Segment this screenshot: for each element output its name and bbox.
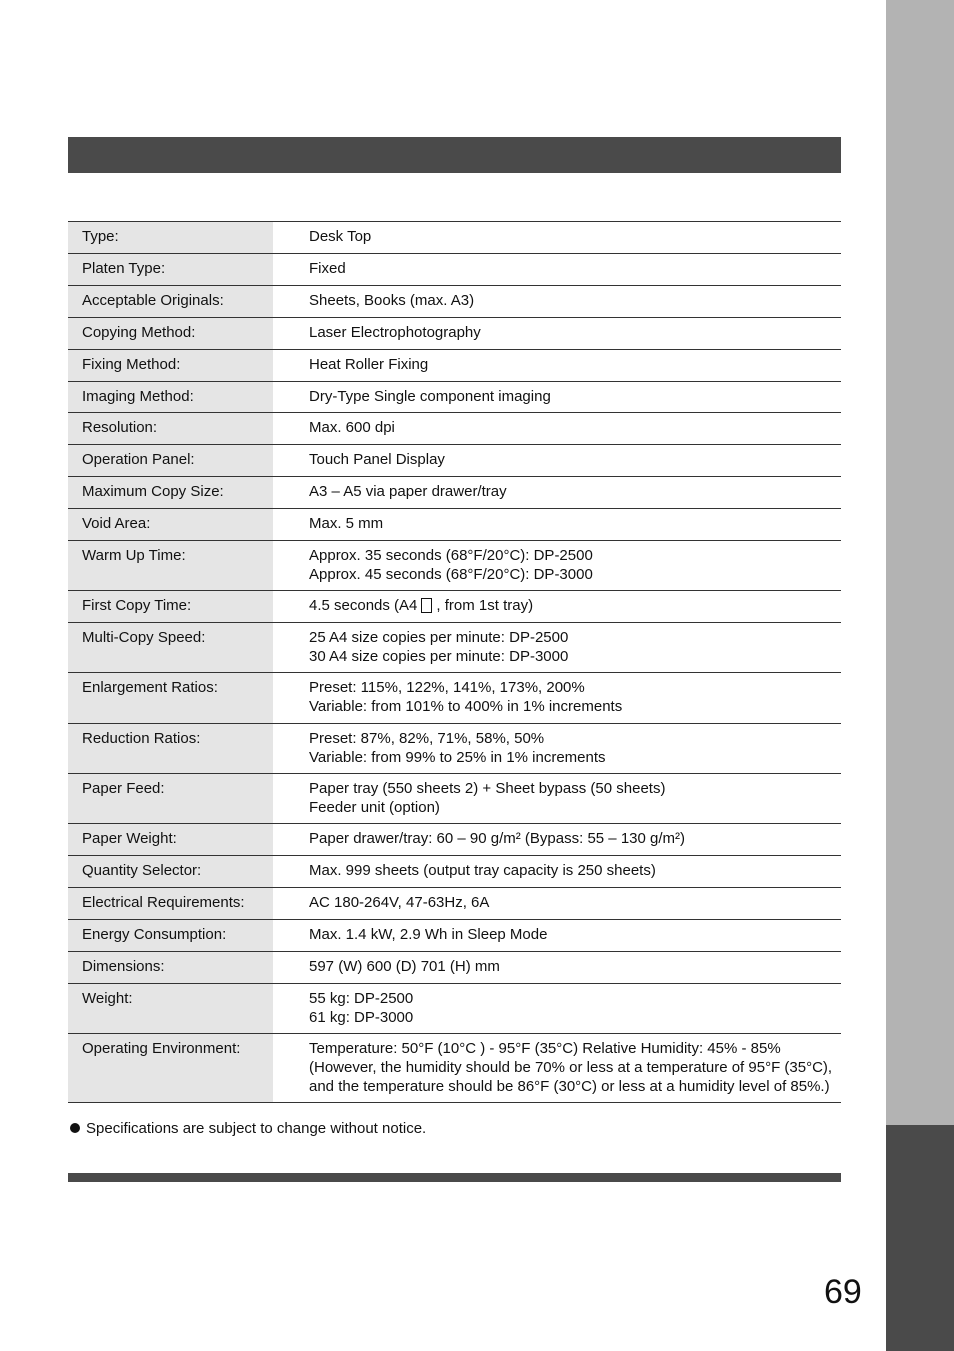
spec-label: Void Area: [68,509,273,540]
spec-row [68,350,841,382]
spec-label: Acceptable Originals: [68,286,273,317]
spec-value [273,673,841,723]
spec-value [273,774,841,823]
spec-label: Fixing Method: [68,350,273,381]
spec-value-line: Max. 999 sheets (output tray capacity is 250 sheets) [309,862,656,879]
spec-value [273,623,841,672]
spec-label: First Copy Time: [68,591,273,622]
spec-value-line: Fixed [309,260,346,277]
bullet-icon [70,1123,80,1133]
spec-value-line: Variable: from 101% to 400% in 1% increments [309,698,623,715]
spec-value [273,541,841,590]
spec-value-line: Dry-Type Single component imaging [309,388,551,405]
spec-value-line: Touch Panel Display [309,451,445,468]
spec-value-line: Laser Electrophotography [309,324,481,341]
spec-label: Electrical Requirements: [68,888,273,919]
spec-value-line: Sheets, Books (max. A3) [309,292,475,309]
spec-value-line: Preset: 87%, 82%, 71%, 58%, 50% [309,730,545,747]
spec-row [68,254,841,286]
spec-label: Operating Environment: [68,1034,273,1102]
spec-value-line: Desk Top [309,228,372,245]
spec-value-line: Temperature: 50°F (10°C ) - 95°F (35°C) Relative Humidity: 45% - 85% [309,1040,781,1057]
spec-value-line: 30 A4 size copies per minute: DP-3000 [309,648,569,665]
side-tab-light [886,0,954,1125]
spec-value [273,984,841,1033]
spec-value [273,724,841,773]
spec-value-line: Paper drawer/tray: 60 – 90 g/m² (Bypass: 55 – 130 g/m²) [309,830,686,847]
spec-row [68,856,841,888]
specifications-note [70,1119,426,1138]
spec-value [273,952,841,983]
spec-value [273,445,841,476]
spec-value [273,286,841,317]
spec-label: Resolution: [68,413,273,444]
spec-label: Quantity Selector: [68,856,273,887]
spec-value-line: Feeder unit (option) [309,799,440,816]
spec-row [68,724,841,774]
spec-value [273,591,841,622]
spec-row [68,318,841,350]
spec-label: Copying Method: [68,318,273,349]
spec-value-text: , from 1st tray) [436,597,534,614]
spec-value [273,920,841,951]
spec-label: Warm Up Time: [68,541,273,590]
spec-value-line: 61 kg: DP-3000 [309,1009,414,1026]
spec-value-line: AC 180-264V, 47-63Hz, 6A [309,894,490,911]
spec-value-line: Max. 1.4 kW, 2.9 Wh in Sleep Mode [309,926,548,943]
spec-row [68,591,841,623]
spec-row [68,952,841,984]
spec-value-line: Preset: 115%, 122%, 141%, 173%, 200% [309,679,585,696]
side-tab-dark [886,1125,954,1351]
spec-label: Weight: [68,984,273,1033]
spec-row [68,445,841,477]
footer-bar [68,1173,841,1182]
paper-portrait-icon [421,598,432,613]
spec-value-line: Variable: from 99% to 25% in 1% increments [309,749,606,766]
spec-row [68,222,841,254]
spec-value [273,824,841,855]
spec-row [68,477,841,509]
note-text: Specifications are subject to change without notice. [86,1120,427,1137]
spec-label: Imaging Method: [68,382,273,412]
spec-label: Paper Weight: [68,824,273,855]
spec-row [68,1034,841,1103]
spec-value [273,350,841,381]
spec-label: Reduction Ratios: [68,724,273,773]
spec-label: Dimensions: [68,952,273,983]
spec-row [68,984,841,1034]
spec-label: Paper Feed: [68,774,273,823]
spec-value-line: Approx. 35 seconds (68°F/20°C): DP-2500 [309,547,593,564]
spec-label: Enlargement Ratios: [68,673,273,723]
spec-value [273,413,841,444]
spec-label: Type: [68,222,273,253]
spec-value-line: Heat Roller Fixing [309,356,429,373]
spec-value-line: 25 A4 size copies per minute: DP-2500 [309,629,569,646]
spec-value [273,888,841,919]
spec-row [68,673,841,724]
spec-value-line: Approx. 45 seconds (68°F/20°C): DP-3000 [309,566,593,583]
spec-row [68,888,841,920]
spec-row [68,774,841,824]
specifications-table [68,221,841,1103]
spec-value-line: 597 (W) 600 (D) 701 (H) mm [309,958,500,975]
spec-value-line: and the temperature should be 86°F (30°C) or less at a humidity level of 85%.) [309,1078,830,1095]
spec-value [273,477,841,508]
spec-value [273,856,841,887]
spec-value-line: (However, the humidity should be 70% or less at a temperature of 95°F (35°C), [309,1059,833,1076]
spec-value [273,254,841,285]
spec-value-line: Paper tray (550 sheets 2) + Sheet bypass (50 sheets) [309,780,666,797]
spec-value [273,382,841,412]
spec-row [68,824,841,856]
spec-value [273,318,841,349]
spec-value-line: 55 kg: DP-2500 [309,990,414,1007]
spec-row [68,623,841,673]
spec-label: Energy Consumption: [68,920,273,951]
spec-value [273,222,841,253]
spec-value-line: A3 – A5 via paper drawer/tray [309,483,507,500]
spec-row [68,541,841,591]
spec-row [68,509,841,541]
spec-row [68,413,841,445]
spec-label: Platen Type: [68,254,273,285]
spec-label: Maximum Copy Size: [68,477,273,508]
spec-row [68,382,841,413]
spec-value [273,1034,841,1102]
spec-value-line: Max. 5 mm [309,515,384,532]
spec-value [273,509,841,540]
spec-label: Multi-Copy Speed: [68,623,273,672]
section-header-bar [68,137,841,173]
page-number: 69 [824,1273,862,1311]
spec-label: Operation Panel: [68,445,273,476]
spec-value-line: Max. 600 dpi [309,419,395,436]
spec-row [68,286,841,318]
spec-row [68,920,841,952]
spec-value-text: 4.5 seconds (A4 [309,597,418,614]
